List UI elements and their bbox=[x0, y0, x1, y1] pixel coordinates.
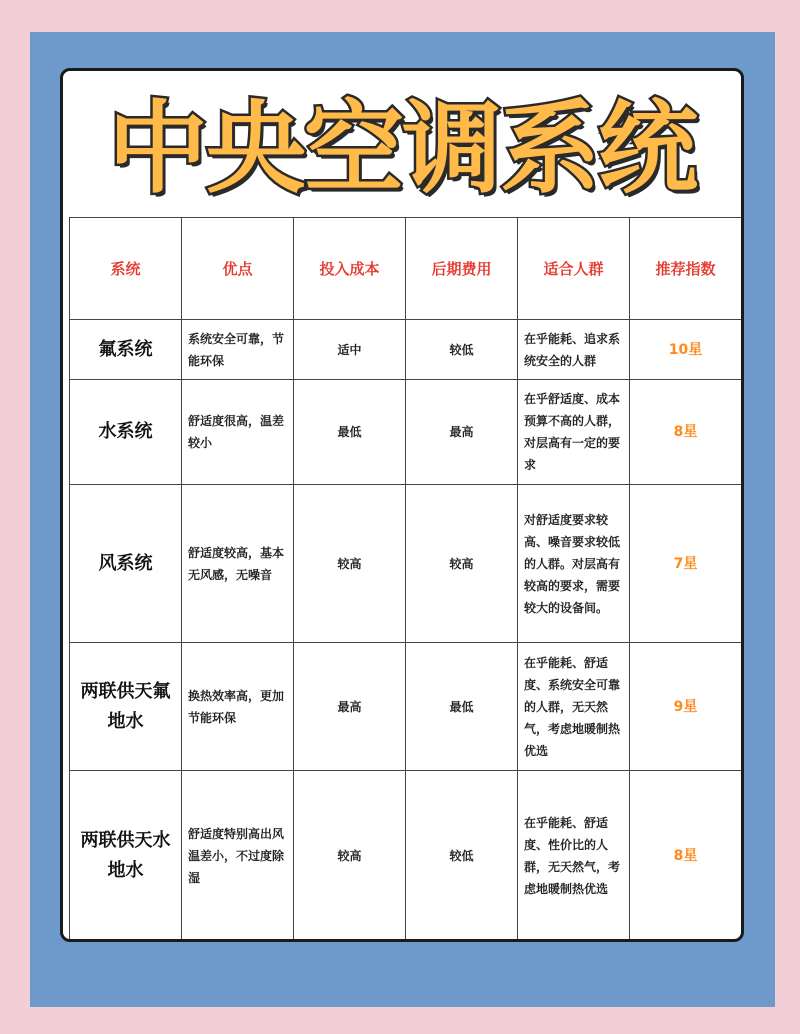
row-audience: 在乎能耗、舒适度、性价比的人群，无天然气，考虑地暖制热优选 bbox=[518, 771, 630, 941]
table-row bbox=[70, 380, 742, 485]
row-audience: 在乎舒适度、成本预算不高的人群，对层高有一定的要求 bbox=[518, 380, 630, 485]
info-card bbox=[60, 68, 744, 942]
row-rating: 9星 bbox=[630, 643, 742, 771]
comparison-table bbox=[69, 217, 742, 941]
row-cost: 较高 bbox=[294, 485, 406, 643]
row-rating: 10星 bbox=[630, 320, 742, 380]
table-row bbox=[70, 485, 742, 643]
header-cost: 投入成本 bbox=[294, 218, 406, 320]
row-cost: 最高 bbox=[294, 643, 406, 771]
row-audience: 在乎能耗、追求系统安全的人群 bbox=[518, 320, 630, 380]
row-advantage: 系统安全可靠，节能环保 bbox=[182, 320, 294, 380]
table-row bbox=[70, 771, 742, 941]
header-system: 系统 bbox=[70, 218, 182, 320]
header-rating: 推荐指数 bbox=[630, 218, 742, 320]
header-audience: 适合人群 bbox=[518, 218, 630, 320]
page-title: 中央空调系统 bbox=[108, 90, 696, 207]
row-cost: 适中 bbox=[294, 320, 406, 380]
table-row bbox=[70, 643, 742, 771]
row-system: 两联供天氟地水 bbox=[70, 643, 182, 771]
row-cost: 最低 bbox=[294, 380, 406, 485]
row-later-cost: 较低 bbox=[406, 771, 518, 941]
row-advantage: 换热效率高，更加节能环保 bbox=[182, 643, 294, 771]
row-advantage: 舒适度较高，基本无风感，无噪音 bbox=[182, 485, 294, 643]
row-audience: 在乎能耗、舒适度、系统安全可靠的人群，无天然气，考虑地暖制热优选 bbox=[518, 643, 630, 771]
table-header-row bbox=[70, 218, 742, 320]
row-system: 风系统 bbox=[70, 485, 182, 643]
row-audience: 对舒适度要求较高、噪音要求较低的人群。对层高有较高的要求，需要较大的设备间。 bbox=[518, 485, 630, 643]
row-rating: 8星 bbox=[630, 380, 742, 485]
row-later-cost: 最低 bbox=[406, 643, 518, 771]
row-later-cost: 较低 bbox=[406, 320, 518, 380]
row-advantage: 舒适度很高，温差较小 bbox=[182, 380, 294, 485]
row-system: 氟系统 bbox=[70, 320, 182, 380]
row-later-cost: 较高 bbox=[406, 485, 518, 643]
row-later-cost: 最高 bbox=[406, 380, 518, 485]
table-row bbox=[70, 320, 742, 380]
header-later-cost: 后期费用 bbox=[406, 218, 518, 320]
row-advantage: 舒适度特别高出风温差小，不过度除湿 bbox=[182, 771, 294, 941]
row-cost: 较高 bbox=[294, 771, 406, 941]
row-system: 两联供天水地水 bbox=[70, 771, 182, 941]
row-rating: 7星 bbox=[630, 485, 742, 643]
header-advantage: 优点 bbox=[182, 218, 294, 320]
row-rating: 8星 bbox=[630, 771, 742, 941]
row-system: 水系统 bbox=[70, 380, 182, 485]
